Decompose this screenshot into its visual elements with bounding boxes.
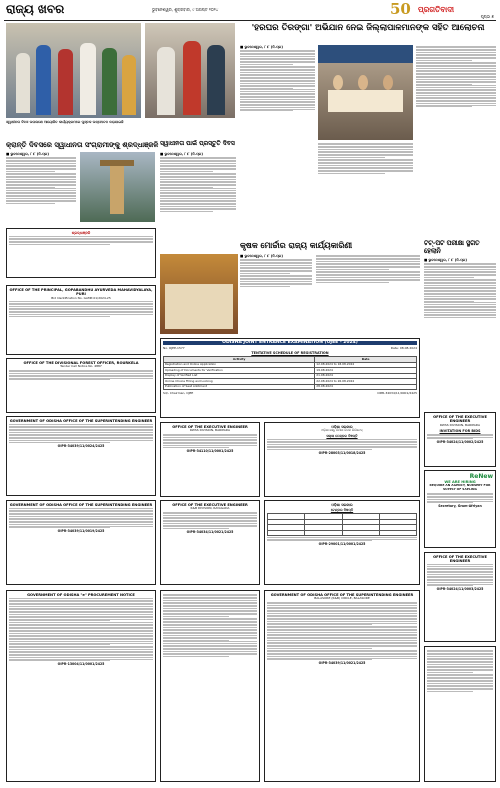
renew-ad xyxy=(424,470,496,548)
tender-ad-right-bottom xyxy=(424,646,496,782)
story4-text-lines xyxy=(240,259,312,287)
b6-heading: OFFICE OF THE EXECUTIVE ENGINEER xyxy=(433,555,487,564)
odia-tender-title: ସକ୍ସା ଟେଣ୍ଡର ବିଜ୍ଞପ୍ତି xyxy=(326,434,358,439)
right1-lines xyxy=(427,434,493,440)
story5-headline: ଟିଟ୍-ପିଟି ପରୀକ୍ଷା ସ୍ଥଗିତ ହେଲାନି xyxy=(424,240,480,255)
odia-tender-sub: ଓଡ଼ିଶା ସେତୁ ନିର୍ମାଣ ନିଗମ ଲିମିଟେଡ୍ xyxy=(321,428,363,433)
ojee-sign: Sd/- Chairman, OJEE xyxy=(163,391,194,396)
odia-tender-lines xyxy=(267,439,417,450)
right1-heading: OFFICE OF THE EXECUTIVE ENGINEER xyxy=(433,415,487,424)
story4-body-col2 xyxy=(316,254,420,334)
ojee-table-cell: 22.08.2024 to 26.08.2024 xyxy=(315,379,417,385)
tender3-lines xyxy=(9,424,153,443)
masthead-rule xyxy=(4,20,496,21)
tender-ad-2 xyxy=(6,358,156,413)
ojee-table-cell: 28.08.2024 xyxy=(315,384,417,390)
main-story-photo xyxy=(318,45,413,140)
story4-photo xyxy=(160,254,238,334)
tender4-lines xyxy=(163,434,257,448)
obituary-label: ଶ୍ରଦ୍ଧାଞ୍ଜଳି xyxy=(71,231,91,235)
tender2-ref: Tender Call Notice No. 4887 xyxy=(60,364,102,369)
main-col1-lines xyxy=(240,50,315,112)
ojee-table-cell: 12.08.2024 to 18.08.2024 xyxy=(315,362,417,368)
logo-anniversary-number: 50 xyxy=(390,0,411,18)
main-story-col1 xyxy=(240,45,315,235)
story2-text-lines xyxy=(160,157,236,212)
story1-text-lines xyxy=(6,157,76,204)
main-headline: 'ହରଘର ତିରଙ୍ଗା' ଅଭିଯାନ ନେଇ ଜିଲ୍ଲାପାଳମାନଙ୍କ ସହିତ ଆଲୋଚନା xyxy=(251,23,485,33)
b2-sub: R&B DIVISION, RAYAGADA xyxy=(190,506,230,511)
tender3-heading: GOVERNMENT OF ODISHA OFFICE OF THE SUPERINTENDING ENGINEER xyxy=(9,419,153,423)
story1-photo-2 xyxy=(145,23,235,118)
tender1-ref: Bid Identification No. GAMP-01/2024-25 xyxy=(51,295,111,300)
tender4-ref: OIPR-34110/11/0001/2425 xyxy=(186,448,234,453)
ojee-table-cell: Date xyxy=(315,357,417,363)
story4-body xyxy=(240,254,312,334)
story4-byline: ■ ଭୁବନେଶ୍ୱର, ୮।୮ (ନି.ପ୍ର) xyxy=(240,254,283,258)
newspaper-logo: ପ୍ରଗତିବାଦୀ xyxy=(418,5,455,14)
ojee-oipr: OIPR-34034/11/0001/2425 xyxy=(377,391,417,396)
story5-byline: ■ ଭୁବନେଶ୍ୱର, ୮।୮ (ନି.ପ୍ର) xyxy=(424,258,467,262)
ojee-table-cell: Activity xyxy=(164,357,315,363)
main-col3-lines xyxy=(416,46,496,108)
b1-heading: GOVERNMENT OF ODISHA OFFICE OF THE SUPERINTENDING ENGINEER xyxy=(9,503,153,507)
right1-sub: RWSS DIVISION, BARIPADA xyxy=(439,422,481,427)
b2-ref: OIPR-34034/11/0021/2425 xyxy=(186,529,234,534)
b2-heading: OFFICE OF THE EXECUTIVE ENGINEER xyxy=(172,503,248,507)
obituary-text-lines xyxy=(9,236,153,245)
b2-extra-lines xyxy=(163,594,257,657)
ojee-table-row xyxy=(164,384,417,390)
main-story-col3 xyxy=(416,45,496,235)
main-story-col2 xyxy=(318,142,413,237)
story4-headline: କୃଷକ ମୋର୍ଚ୍ଚାର ରାଜ୍ୟ କାର୍ଯ୍ୟକାରିଣୀ xyxy=(240,240,353,250)
page-number: ପୃଷ୍ଠା ୭ xyxy=(480,14,494,19)
odia-tender-ad xyxy=(264,422,420,497)
odia-tender-ref: OIPR-28003/11/0018/2425 xyxy=(318,450,366,455)
tender1-lines xyxy=(9,301,153,316)
tender-ad-b1 xyxy=(6,500,156,585)
ojee-table-cell: 19.08.2024 xyxy=(315,368,417,374)
main-col2-lines xyxy=(318,143,413,174)
tender-ad-b2 xyxy=(160,500,260,585)
ojee-table-cell: Online Choice Filling and Locking xyxy=(164,379,315,385)
b1-ref: OIPR-34039/11/0019/2425 xyxy=(57,529,105,534)
ojee-table-cell: Registration and Online Application xyxy=(164,362,315,368)
tender3-ref: OIPR-34039/11/0024/2425 xyxy=(57,443,105,448)
ojee-ref: No. OJEE-1577 xyxy=(163,346,185,351)
right1-ref: OIPR-34024/11/0002/2425 xyxy=(436,440,484,445)
story1-byline: ■ ଭୁବନେଶ୍ୱର, ୮।୮ (ନି.ପ୍ର) xyxy=(6,152,49,156)
tender2-lines xyxy=(9,370,153,381)
section-title: ରାଜ୍ୟ ଖବର xyxy=(6,2,65,16)
b5-heading: GOVERNMENT OF ODISHA OFFICE OF THE SUPERINTENDING ENGINEER xyxy=(270,593,414,597)
story1-small-photo xyxy=(80,152,155,222)
ojee-table-cell: Publication of Seat Allotment xyxy=(164,384,315,390)
tender4-heading: OFFICE OF THE EXECUTIVE ENGINEER xyxy=(172,425,248,429)
b5-lines xyxy=(267,602,417,660)
ojee-table-cell: Uploading of Documents for Verification xyxy=(164,368,315,374)
tender-ad-b2-extra xyxy=(160,590,260,782)
ojee-table-cell: Display of Verified List xyxy=(164,373,315,379)
story1-photo xyxy=(6,23,141,118)
b4-heading: GOVERNMENT OF ODISHA "e" PROCUREMENT NOTICE xyxy=(27,593,135,597)
story1-headline: କ୍ରାନ୍ତି ଦିବସରେ ସ୍ୱାଧୀନତା ସଂଗ୍ରାମୀଙ୍କୁ ଶ୍ରଦ୍ଧାଞ୍ଜଳି xyxy=(6,140,159,149)
ojee-title: ODISHA JOINT ENTRANCE EXAMINATION (OJEE - 2024) xyxy=(163,341,417,345)
renew-lines xyxy=(427,493,493,504)
b4-lines xyxy=(9,598,153,661)
b3-title: ଟେଣ୍ଡର ବିଜ୍ଞପ୍ତି xyxy=(330,508,354,513)
tender-ad-4 xyxy=(160,422,260,497)
b3-lines xyxy=(267,537,417,541)
b3-heading: ଓଡ଼ିଶା ସରକାର xyxy=(331,503,353,507)
b3-ref: OIPR-29001/11/0001/2425 xyxy=(318,542,366,547)
b5-sub: BALASORE (R&B) CIRCLE, BALASORE xyxy=(314,596,370,601)
b5-ref: OIPR-34039/11/0021/2425 xyxy=(318,661,366,666)
main-byline: ■ ଭୁବନେଶ୍ୱର, ୮।୮ (ନି.ପ୍ର) xyxy=(240,45,283,49)
story2-headline: ସ୍ୱାଧୀନତା ପାଇଁ ପ୍ରସ୍ତୁତି ଦିବସ xyxy=(160,140,235,147)
b6-ref: OIPR-34024/11/0003/2425 xyxy=(436,587,484,592)
obituary-ad xyxy=(6,228,156,278)
renew-title: WE ARE HIRING xyxy=(444,480,476,484)
masthead xyxy=(0,0,500,20)
b3-table xyxy=(267,513,417,536)
b2-lines xyxy=(163,512,257,529)
ojee-schedule-table xyxy=(163,356,417,390)
story1-caption: ସ୍ୱାଧୀନତା ଦିବସ ଉପଲକ୍ଷେ ଆୟୋଜିତ କାର୍ଯ୍ୟକ୍ରମରେ ପୁସ୍ତକ ଉନ୍ମୋଚନ କରାଯାଇଛି xyxy=(6,120,124,124)
b1-lines xyxy=(9,508,153,528)
tender4-sub: RWSS DIVISION, BARIPADA xyxy=(189,428,231,433)
tender1-heading: OFFICE OF THE PRINCIPAL, GOPABANDHU AYURVEDA MAHAVIDYALAYA, PURI xyxy=(9,288,153,297)
ojee-notice xyxy=(160,338,420,418)
tender-ad-3 xyxy=(6,416,156,496)
story5-text-lines xyxy=(424,263,496,318)
renew-text: REQUIRE AN AGENCY, NURSERY FOR SUPPLY OF SAPLING xyxy=(429,483,491,492)
tender-ad-b4 xyxy=(6,590,156,782)
story5-body xyxy=(424,258,496,408)
story4-col2-lines xyxy=(316,255,420,283)
ojee-subtitle: TENTATIVE SCHEDULE OF REGISTRATION xyxy=(251,351,329,356)
b4-ref: OIPR-13004/11/0001/2425 xyxy=(57,662,105,667)
tender-ad-1 xyxy=(6,285,156,355)
right-tender-ad-1 xyxy=(424,412,496,467)
renew-contact: Secretary, Gram-Afriyan xyxy=(438,504,482,509)
b6-lines xyxy=(427,564,493,586)
tender-ad-b5 xyxy=(264,590,420,782)
renew-logo: ReNew xyxy=(469,473,493,480)
right-bottom-lines xyxy=(427,650,493,692)
right1-title: INVITATION FOR BIDS xyxy=(439,428,481,433)
ojee-date: Date: 08.08.2024 xyxy=(390,346,417,351)
odia-tender-head: ଓଡ଼ିଶା ସରକାର xyxy=(331,425,353,429)
date-line: ଭୁବନେଶ୍ୱର, ଶୁକ୍ରବାର, ୯ ଅଗଷ୍ଟ ୨୦୨୪ xyxy=(152,7,219,12)
tender-ad-b3 xyxy=(264,500,420,585)
ojee-table-cell: 21.08.2024 xyxy=(315,373,417,379)
tender2-heading: OFFICE OF THE DIVISIONAL FOREST OFFICER, ROURKELA xyxy=(23,361,139,365)
tender-ad-b6 xyxy=(424,552,496,642)
story2-byline: ■ ଭୁବନେଶ୍ୱର, ୮।୮ (ନି.ପ୍ର) xyxy=(160,152,203,156)
